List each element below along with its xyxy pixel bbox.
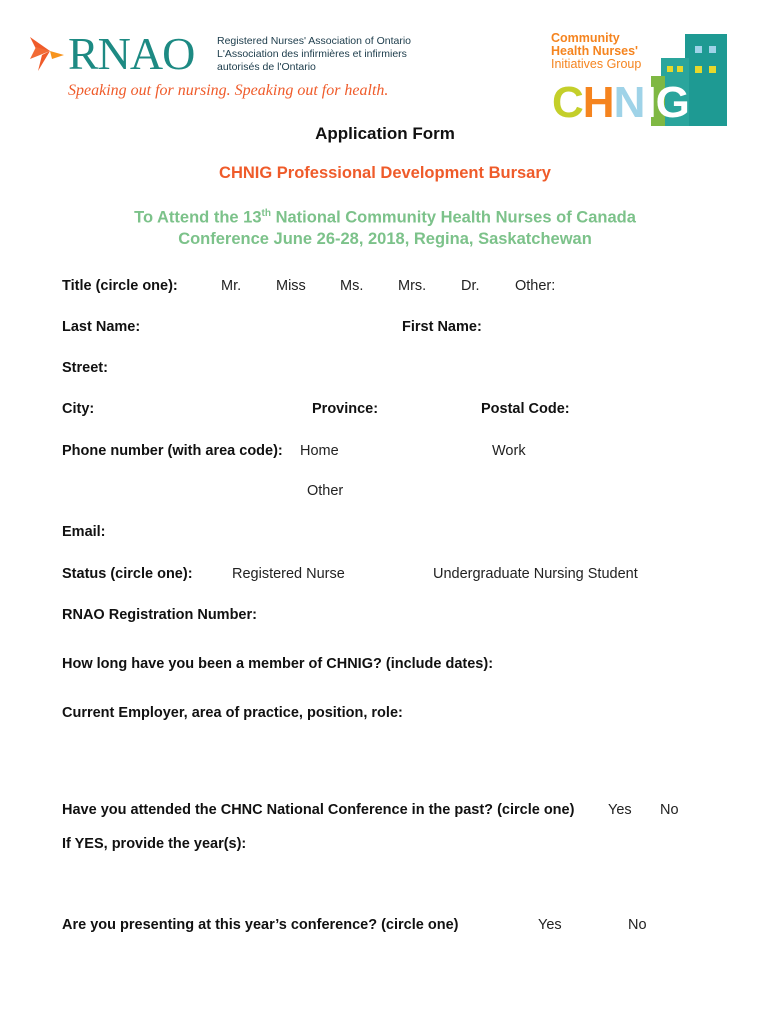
title-label: Title (circle one): <box>62 278 178 294</box>
chnig-letter-n: N <box>613 78 645 127</box>
presenting-question: Are you presenting at this year’s conference? (circle one) <box>62 917 459 933</box>
last-name-label: Last Name: <box>62 319 141 335</box>
event-description <box>0 203 770 250</box>
rnao-tagline: Speaking out for nursing. Speaking out for health. <box>68 82 389 99</box>
province-label: Province: <box>312 401 379 417</box>
status-option-student[interactable]: Undergraduate Nursing Student <box>433 566 638 582</box>
page-title: Application Form <box>315 124 455 143</box>
status-label: Status (circle one): <box>62 566 193 582</box>
attended-no-option[interactable]: No <box>660 802 679 818</box>
city-label: City: <box>62 401 95 417</box>
chnig-letter-c: C <box>552 78 583 127</box>
chnig-name-line-1: Community <box>551 31 620 45</box>
phone-work: Work <box>492 443 526 459</box>
title-option-mr[interactable]: Mr. <box>221 278 242 294</box>
event-line-1-sup: th <box>261 208 271 219</box>
chnig-letter-h: H <box>582 78 614 127</box>
email-label: Email: <box>62 524 106 540</box>
title-option-dr[interactable]: Dr. <box>461 278 480 294</box>
chnig-membership-question: How long have you been a member of CHNIG? (include dates): <box>62 656 494 672</box>
attended-question: Have you attended the CHNC National Conference in the past? (circle one) <box>62 802 575 818</box>
phone-other: Other <box>307 483 344 499</box>
postal-code-label: Postal Code: <box>481 401 570 417</box>
status-option-rn[interactable]: Registered Nurse <box>232 566 345 582</box>
first-name-label: First Name: <box>402 319 482 335</box>
chnig-name <box>551 32 641 71</box>
event-line-1-pre: To Attend the 13 <box>134 208 262 227</box>
event-line-2: Conference June 26-28, 2018, Regina, Saskatchewan <box>178 229 592 248</box>
employer-question: Current Employer, area of practice, position, role: <box>62 705 403 721</box>
chnig-letter-g: G <box>655 78 689 127</box>
bursary-title: CHNIG Professional Development Bursary <box>219 164 551 182</box>
rnao-acronym: RNAO <box>68 28 195 79</box>
event-line-1-post: National Community Health Nurses of Canada <box>270 208 636 227</box>
attended-years-label: If YES, provide the year(s): <box>62 836 247 852</box>
presenting-no-option[interactable]: No <box>628 917 647 933</box>
rnao-full-names <box>217 35 411 74</box>
event-line-1 <box>0 203 770 229</box>
rnao-logo <box>28 30 418 102</box>
chnig-name-line-2: Health Nurses' <box>551 44 639 58</box>
chnig-name-line-3: Initiatives Group <box>551 57 642 71</box>
phone-label: Phone number (with area code): <box>62 443 283 459</box>
presenting-yes-option[interactable]: Yes <box>538 917 562 933</box>
phone-home: Home <box>300 443 339 459</box>
title-option-other[interactable]: Other: <box>515 278 556 294</box>
rnao-name-fr-2: autorisés de l'Ontario <box>217 61 316 73</box>
chnig-logo <box>551 30 727 130</box>
chnig-acronym <box>552 80 689 126</box>
rnao-name-en: Registered Nurses' Association of Ontario <box>217 35 412 47</box>
title-option-mrs[interactable]: Mrs. <box>398 278 427 294</box>
attended-yes-option[interactable]: Yes <box>608 802 632 818</box>
chnig-letter-i: I <box>644 78 656 127</box>
title-option-ms[interactable]: Ms. <box>340 278 364 294</box>
title-option-miss[interactable]: Miss <box>276 278 306 294</box>
rnao-star-icon <box>28 33 66 75</box>
rnao-registration-label: RNAO Registration Number: <box>62 607 257 623</box>
street-label: Street: <box>62 360 108 376</box>
rnao-name-fr-1: L'Association des infirmières et infirmiers <box>217 48 407 60</box>
